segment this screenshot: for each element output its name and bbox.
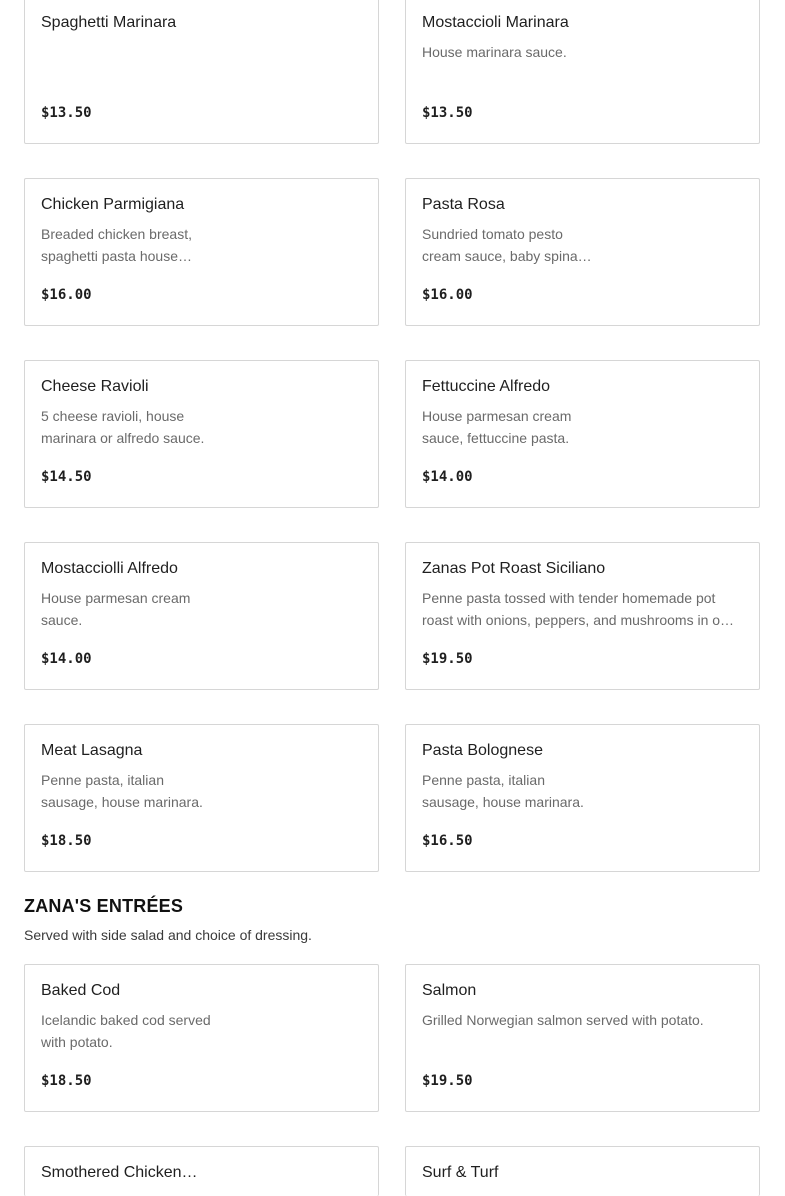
menu-item-name: Cheese Ravioli — [41, 378, 149, 395]
menu-item-price: $18.50 — [41, 1073, 92, 1089]
menu-item-price: $16.00 — [41, 287, 92, 303]
menu-item-description: Penne pasta, italian sausage, house marinara. — [41, 772, 203, 810]
menu-item-card[interactable] — [405, 360, 760, 508]
menu-item-card[interactable] — [405, 0, 760, 144]
section-subtitle: Served with side salad and choice of dressing. — [24, 927, 312, 943]
menu-item-card[interactable] — [24, 0, 379, 144]
menu-item-description: Sundried tomato pesto cream sauce, baby spina… — [422, 226, 592, 264]
menu-item-description: 5 cheese ravioli, house marinara or alfredo sauce. — [41, 408, 205, 446]
menu-item-name: Salmon — [422, 982, 477, 999]
menu-item-price: $13.50 — [422, 105, 473, 121]
menu-item-card[interactable] — [24, 178, 379, 326]
menu-item-name: Chicken Parmigiana — [41, 196, 185, 213]
menu-item-description: Penne pasta tossed with tender homemade pot roast with onions, peppers, and mushrooms in o… — [422, 590, 735, 628]
menu-item-card[interactable] — [405, 724, 760, 872]
menu-item-description: Breaded chicken breast, spaghetti pasta house… — [41, 226, 192, 264]
menu-item-price: $14.00 — [41, 651, 92, 667]
menu-item-price: $16.00 — [422, 287, 473, 303]
menu-item-card[interactable] — [24, 542, 379, 690]
menu-item-description: Grilled Norwegian salmon served with potato. — [422, 1012, 704, 1028]
section-title: ZANA'S ENTRÉES — [24, 896, 184, 916]
menu-item-name: Zanas Pot Roast Siciliano — [422, 560, 606, 577]
menu-item-card[interactable] — [405, 542, 760, 690]
menu-item-card[interactable] — [24, 1146, 379, 1196]
menu-item-price: $13.50 — [41, 105, 92, 121]
menu-item-description: House marinara sauce. — [422, 44, 567, 60]
menu-item-card[interactable] — [24, 964, 379, 1112]
menu-item-name: Smothered Chicken… — [41, 1164, 198, 1181]
menu-item-name: Pasta Bolognese — [422, 742, 543, 759]
menu-item-description: Icelandic baked cod served with potato. — [41, 1012, 211, 1050]
menu-item-card[interactable] — [405, 178, 760, 326]
menu-item-card[interactable] — [24, 360, 379, 508]
menu-item-card[interactable] — [405, 1146, 760, 1196]
menu-item-price: $16.50 — [422, 833, 473, 849]
menu-item-name: Surf & Turf — [422, 1164, 499, 1181]
menu-item-description: Penne pasta, italian sausage, house marinara. — [422, 772, 584, 810]
menu-item-price: $14.50 — [41, 469, 92, 485]
menu-item-name: Spaghetti Marinara — [41, 14, 177, 31]
menu-item-name: Mostaccioli Marinara — [422, 14, 569, 31]
menu-item-price: $19.50 — [422, 1073, 473, 1089]
menu-item-price: $14.00 — [422, 469, 473, 485]
menu-item-card[interactable] — [24, 724, 379, 872]
menu-item-description: House parmesan cream sauce, fettuccine pasta. — [422, 408, 572, 446]
menu-item-name: Pasta Rosa — [422, 196, 505, 213]
menu-item-name: Fettuccine Alfredo — [422, 378, 551, 395]
menu-item-name: Baked Cod — [41, 982, 121, 999]
menu-item-price: $19.50 — [422, 651, 473, 667]
menu-item-price: $18.50 — [41, 833, 92, 849]
menu-item-description: House parmesan cream sauce. — [41, 590, 191, 628]
menu-item-name: Meat Lasagna — [41, 742, 143, 759]
menu-item-card[interactable] — [405, 964, 760, 1112]
menu-item-name: Mostacciolli Alfredo — [41, 560, 178, 577]
